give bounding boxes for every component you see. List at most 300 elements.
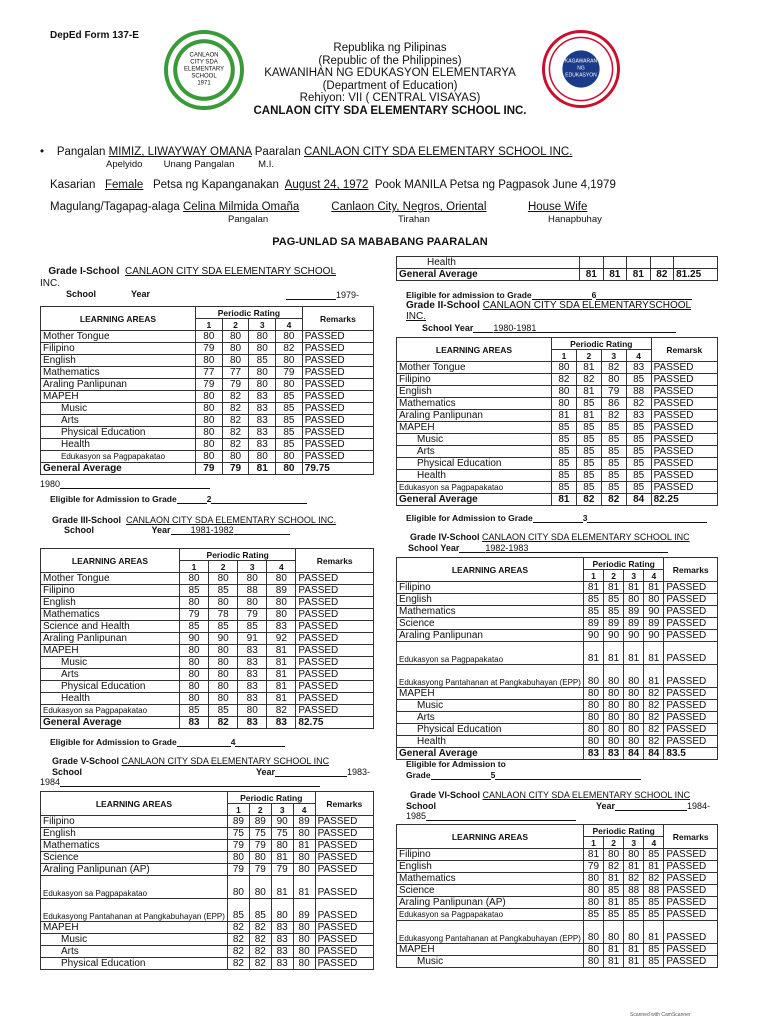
grade2-eligible-label: Eligible for Admission to Grade [406, 513, 533, 523]
rating-cell: 80 [276, 463, 303, 475]
rating-cell: 81 [267, 693, 296, 705]
header-remarks: Remarks [664, 558, 718, 582]
rating-cell: 80 [293, 958, 315, 970]
header-remarks: Remarks [296, 549, 374, 573]
rating-cell: 80 [180, 573, 209, 585]
rating-cell: 84 [644, 748, 664, 760]
header-q1: 1 [180, 561, 209, 573]
remarks-cell: PASSED [664, 849, 718, 861]
remarks-cell: PASSED [664, 594, 718, 606]
remarks-cell: PASSED [664, 956, 718, 968]
rating-cell: 77 [196, 367, 223, 379]
remarks-cell: PASSED [651, 410, 717, 422]
rating-cell: 85 [576, 482, 601, 494]
header-q1: 1 [227, 804, 249, 816]
table-row [41, 899, 374, 922]
remarks-cell: PASSED [302, 415, 373, 427]
rating-cell: 81 [267, 645, 296, 657]
header-periodic-rating: Periodic Rating [583, 558, 663, 570]
learning-area-cell: Science [41, 852, 228, 864]
rating-cell: 82 [222, 439, 249, 451]
rating-cell: 83 [249, 391, 276, 403]
rating-cell: 82 [644, 688, 664, 700]
table-row [397, 470, 718, 482]
rating-cell: 80 [267, 597, 296, 609]
rating-cell: 83 [249, 439, 276, 451]
rating-cell: 79 [222, 379, 249, 391]
remarks-cell: PASSED [651, 434, 717, 446]
table-row [41, 391, 374, 403]
grade2-inc [406, 311, 426, 322]
rating-cell: 81 [267, 681, 296, 693]
grade1-eligible [50, 494, 307, 504]
grade2-year-value: 1980-1981 [493, 323, 537, 333]
grade4-year-label: School Year [408, 543, 460, 553]
header-learning-areas: LEARNING AREAS [41, 307, 196, 331]
header-q1: 1 [196, 319, 223, 331]
rating-cell: 79 [249, 840, 271, 852]
learning-area-cell: Physical Education [41, 681, 180, 693]
remarks-cell: PASSED [664, 712, 718, 724]
rating-cell: 85 [644, 944, 664, 956]
rating-cell: 80 [249, 331, 276, 343]
grade2-eligible-value: 3 [582, 513, 588, 523]
header-periodic-rating: Periodic Rating [227, 792, 315, 804]
rating-cell: 89 [249, 816, 271, 828]
table-row [397, 606, 718, 618]
rating-cell: 80 [583, 873, 603, 885]
rating-cell: 81 [576, 410, 601, 422]
grade5-school-word: School [52, 767, 83, 777]
rating-cell: 82 [644, 700, 664, 712]
grade2-year-line [422, 323, 676, 333]
grade1-eligible-label: Eligible for Admission to Grade [50, 494, 177, 504]
remarks-cell: PASSED [651, 470, 717, 482]
remarks-cell: PASSED [296, 645, 374, 657]
rating-cell: 85 [626, 458, 651, 470]
rating-cell: 81 [627, 269, 651, 281]
learning-area-cell: MAPEH [41, 922, 228, 934]
rating-cell: 80 [209, 645, 238, 657]
rating-cell: 80 [276, 331, 303, 343]
rating-cell: 85 [276, 391, 303, 403]
rating-cell: 82 [601, 410, 626, 422]
remarks-cell: PASSED [315, 922, 373, 934]
sub-pangalan: Pangalan [228, 214, 269, 225]
table-row [397, 700, 718, 712]
rating-cell: 85 [624, 909, 644, 921]
learning-area-cell: Filipino [41, 343, 196, 355]
rating-cell: 80 [604, 700, 624, 712]
general-average-row [41, 463, 374, 475]
table-row [41, 427, 374, 439]
table-row [41, 657, 374, 669]
rating-cell: 79 [276, 367, 303, 379]
rating-cell: 79 [601, 386, 626, 398]
learning-area-cell: Edukasyon sa Pagpapakatao [41, 451, 196, 463]
rating-cell: 80 [238, 705, 267, 717]
learning-area-cell: Health [397, 470, 552, 482]
grade2-prev-eligible-value: 6 [591, 290, 597, 300]
rating-cell: 84 [624, 748, 644, 760]
table-row [41, 585, 374, 597]
grade2-label: Grade II-School [406, 300, 480, 311]
rating-cell: 80 [196, 355, 223, 367]
grade3-year-word: Year [151, 525, 171, 535]
grade5-year-line [52, 767, 82, 777]
grade3-eligible [50, 737, 285, 747]
table-row [397, 921, 718, 944]
header-q3: 3 [624, 570, 644, 582]
rating-cell: 81 [624, 944, 644, 956]
table-row [41, 573, 374, 585]
learning-area-cell: English [41, 828, 228, 840]
grade3-label: Grade III-School [52, 515, 122, 525]
remarks-cell: PASSED [315, 852, 373, 864]
rating-cell: 82 [222, 415, 249, 427]
grade5-table [40, 791, 374, 970]
remarks-cell: PASSED [296, 585, 374, 597]
remarks-cell: PASSED [664, 921, 718, 944]
table-row [397, 374, 718, 386]
student-birth-line [50, 179, 616, 191]
learning-area-cell: Physical Education [397, 724, 584, 736]
grade1-school: CANLAON CITY SDA ELEMENTARY SCHOOL [125, 266, 337, 277]
rating-cell: 78 [209, 609, 238, 621]
learning-area-cell: Mathematics [397, 873, 584, 885]
remarks-cell: PASSED [664, 885, 718, 897]
rating-cell: 81 [552, 494, 577, 506]
rating-cell: 82 [552, 374, 577, 386]
learning-area-cell: English [41, 355, 196, 367]
rating-cell: 82 [576, 374, 601, 386]
remarks-cell: PASSED [315, 828, 373, 840]
learning-area-cell: MAPEH [41, 645, 180, 657]
learning-area-cell: Edukasyon sa Pagpapakatao [41, 876, 228, 899]
guardian-line [50, 201, 587, 213]
grade2-prev-eligible [406, 290, 692, 300]
grade3-eligible-value: 4 [230, 737, 236, 747]
table-row [41, 645, 374, 657]
rating-cell: 79 [583, 861, 603, 873]
rating-cell: 75 [271, 828, 293, 840]
table-row [397, 897, 718, 909]
rating-cell: 80 [209, 681, 238, 693]
rating-cell: 85 [552, 458, 577, 470]
learning-area-cell: Mathematics [41, 840, 228, 852]
learning-area-cell: English [397, 386, 552, 398]
rating-cell: 81 [267, 669, 296, 681]
table-row [397, 909, 718, 921]
rating-cell: 85 [576, 446, 601, 458]
rating-cell: 90 [180, 633, 209, 645]
rating-cell: 85 [604, 909, 624, 921]
rating-cell: 81 [644, 921, 664, 944]
school-seal-text: CANLAON CITY SDA ELEMENTARY SCHOOL 1971 [183, 52, 225, 87]
rating-cell: 79 [196, 343, 223, 355]
table-row [41, 934, 374, 946]
remarks-cell: PASSED [302, 451, 373, 463]
rating-cell: 82 [644, 712, 664, 724]
remarks-cell: PASSED [651, 422, 717, 434]
header-q3: 3 [249, 319, 276, 331]
rating-cell: 85 [644, 956, 664, 968]
rating-cell: 88 [238, 585, 267, 597]
header-periodic-rating: Periodic Rating [196, 307, 303, 319]
tirahan-value: Canlaon City, Negros, Oriental [331, 201, 487, 213]
header-remarks: Remarks [315, 792, 373, 816]
remarks-cell: PASSED [302, 439, 373, 451]
rating-cell: 82 [626, 398, 651, 410]
header-q3: 3 [624, 837, 644, 849]
table-row [397, 458, 718, 470]
learning-area-cell: General Average [397, 748, 584, 760]
rating-cell: 80 [276, 379, 303, 391]
header-q2: 2 [209, 561, 238, 573]
rating-cell: 81 [604, 642, 624, 665]
rating-cell: 80 [604, 736, 624, 748]
header-line-4: (Department of Education) [322, 79, 458, 92]
table-row [397, 736, 718, 748]
general-average-row [397, 269, 718, 281]
rating-cell: 81 [624, 861, 644, 873]
rating-cell: 83 [238, 693, 267, 705]
learning-area-cell: MAPEH [397, 422, 552, 434]
rating-cell: 82 [644, 724, 664, 736]
paaralan-label: Paaralan [254, 146, 301, 158]
rating-cell: 80 [267, 609, 296, 621]
rating-cell: 88 [626, 386, 651, 398]
rating-cell: 81 [624, 642, 644, 665]
learning-area-cell: Mathematics [397, 606, 584, 618]
header-periodic-rating: Periodic Rating [180, 549, 296, 561]
header-line-5: Rehiyon: VII ( CENTRAL VISAYAS) [299, 92, 481, 104]
remarks-cell: PASSED [651, 362, 717, 374]
rating-cell: 81 [293, 840, 315, 852]
rating-cell: 79 [238, 609, 267, 621]
learning-area-cell: English [41, 597, 180, 609]
table-row [41, 669, 374, 681]
remarks-cell: PASSED [664, 724, 718, 736]
learning-area-cell: General Average [397, 269, 580, 281]
rating-cell: 81 [604, 956, 624, 968]
rating-cell: 82 [222, 403, 249, 415]
remarks-cell: PASSED [315, 816, 373, 828]
rating-cell: 90 [209, 633, 238, 645]
learning-area-cell: Physical Education [41, 958, 228, 970]
rating-cell: 80 [293, 922, 315, 934]
grade1-year-start-text: 1979- [336, 290, 360, 300]
remarks-cell: PASSED [664, 736, 718, 748]
rating-cell: 90 [604, 630, 624, 642]
rating-cell: 80 [624, 665, 644, 688]
grade5-year-end [40, 777, 320, 787]
rating-cell: 80 [624, 849, 644, 861]
rating-cell: 80 [249, 876, 271, 899]
rating-cell: 80 [552, 386, 577, 398]
learning-area-cell: Araling Panlipunan [397, 630, 584, 642]
rating-cell: 85 [249, 899, 271, 922]
rating-cell: 85 [552, 446, 577, 458]
rating-cell: 80 [196, 391, 223, 403]
rating-cell: 80 [227, 852, 249, 864]
bullet: • [40, 146, 45, 158]
rating-cell: 82 [644, 736, 664, 748]
rating-cell: 83 [271, 946, 293, 958]
table-row [41, 439, 374, 451]
rating-cell: 82 [576, 494, 601, 506]
rating-cell: 92 [267, 633, 296, 645]
grade6-table [396, 824, 718, 968]
rating-cell: 82 [267, 705, 296, 717]
grade3-eligible-label: Eligible for Admission to Grade [50, 737, 177, 747]
rating-cell: 80 [180, 597, 209, 609]
learning-area-cell: Araling Panlipunan (AP) [397, 897, 584, 909]
remarks-cell: PASSED [302, 427, 373, 439]
table-row [41, 922, 374, 934]
grade1-heading [40, 266, 336, 277]
table-row [397, 482, 718, 494]
learning-area-cell: Physical Education [41, 427, 196, 439]
rating-cell: 85 [227, 899, 249, 922]
remarks-cell: PASSED [302, 391, 373, 403]
rating-cell: 80 [583, 712, 603, 724]
rating-cell: 80 [196, 439, 223, 451]
rating-cell: 80 [624, 700, 644, 712]
rating-cell: 85 [644, 897, 664, 909]
grade5-year-word: Year [256, 767, 276, 777]
rating-cell: 83 [238, 645, 267, 657]
rating-cell: 89 [267, 585, 296, 597]
rating-cell: 81 [603, 269, 627, 281]
grade6-year [596, 801, 710, 811]
rating-cell: 79 [227, 840, 249, 852]
remarks-cell: PASSED [664, 688, 718, 700]
sub-mi: M.I. [258, 159, 274, 170]
rating-cell: 81 [552, 410, 577, 422]
header-q2: 2 [249, 804, 271, 816]
rating-cell: 80 [271, 840, 293, 852]
rating-cell: 80 [249, 367, 276, 379]
remarks-cell: PASSED [296, 573, 374, 585]
rating-cell: 88 [624, 885, 644, 897]
petsa-value: August 24, 1972 [284, 179, 369, 191]
scanner-footer: Scanned with CamScanner [630, 1012, 691, 1018]
table-row [397, 873, 718, 885]
rating-cell: 85 [626, 434, 651, 446]
header-learning-areas: LEARNING AREAS [397, 558, 584, 582]
rating-cell: 90 [644, 630, 664, 642]
rating-cell: 85 [209, 585, 238, 597]
rating-cell: 80 [276, 451, 303, 463]
rating-cell: 85 [276, 439, 303, 451]
rating-cell: 79 [180, 609, 209, 621]
remarks-cell: PASSED [651, 446, 717, 458]
grade1-table [40, 306, 374, 475]
rating-cell: 81 [583, 849, 603, 861]
remarks-cell: PASSED [315, 946, 373, 958]
rating-cell: 80 [604, 921, 624, 944]
rating-cell: 80 [271, 899, 293, 922]
learning-area-cell: Music [41, 657, 180, 669]
grade4-eligible [406, 759, 506, 769]
rating-cell: 81 [604, 873, 624, 885]
grade1-inc: INC. [40, 278, 60, 289]
general-average-row [397, 494, 718, 506]
remarks-cell: PASSED [664, 606, 718, 618]
rating-cell: 80 [209, 573, 238, 585]
grade5-year-start: 1983- [347, 767, 371, 777]
table-row [41, 633, 374, 645]
rating-cell: 85 [209, 705, 238, 717]
learning-area-cell: General Average [41, 717, 180, 729]
grade2-prev-eligible-label: Eligible for admission to Grade [406, 290, 532, 300]
rating-cell: 88 [644, 885, 664, 897]
rating-cell: 80 [552, 362, 577, 374]
remarks-cell: PASSED [664, 642, 718, 665]
rating-cell: 91 [238, 633, 267, 645]
rating-cell: 83 [249, 415, 276, 427]
rating-cell: 81 [644, 861, 664, 873]
name-sub-labels [106, 159, 274, 170]
general-average-row [41, 717, 374, 729]
rating-cell: 80 [222, 331, 249, 343]
sub-tirahan: Tirahan [398, 214, 430, 225]
rating-cell: 80 [293, 934, 315, 946]
learning-area-cell: Music [397, 956, 584, 968]
grade5-year [256, 767, 370, 777]
student-name-line [40, 146, 572, 158]
table-row [397, 956, 718, 968]
rating-cell: 90 [644, 606, 664, 618]
table-row [397, 861, 718, 873]
rating-cell: 81 [576, 362, 601, 374]
rating-cell: 81 [624, 956, 644, 968]
table-row [397, 849, 718, 861]
rating-cell: 82 [249, 922, 271, 934]
remarks-cell: 81.25 [674, 269, 718, 281]
rating-cell: 85 [180, 621, 209, 633]
header-periodic-rating: Periodic Rating [583, 825, 663, 837]
learning-area-cell: Edukasyon sa Pagpapakatao [397, 482, 552, 494]
grade4-heading [410, 532, 690, 542]
header-learning-areas: LEARNING AREAS [41, 792, 228, 816]
rating-cell: 82 [276, 343, 303, 355]
rating-cell: 84 [626, 494, 651, 506]
student-name-value: MIMIZ, LIWAYWAY OMANA [108, 146, 252, 158]
hanapbuhay-value: House Wife [527, 201, 588, 213]
learning-area-cell: MAPEH [397, 688, 584, 700]
table-row [41, 367, 374, 379]
rating-cell: 85 [601, 446, 626, 458]
rating-cell: 85 [583, 594, 603, 606]
rating-cell: 80 [238, 597, 267, 609]
grade3-year-value: 1981-1982 [190, 525, 234, 535]
rating-cell: 83 [180, 717, 209, 729]
remarks-cell: PASSED [296, 657, 374, 669]
remarks-cell: PASSED [302, 403, 373, 415]
rating-cell: 80 [583, 724, 603, 736]
remarks-cell: PASSED [315, 958, 373, 970]
remarks-cell: PASSED [302, 367, 373, 379]
header-q3: 3 [601, 350, 626, 362]
header-remarks: Remarks [302, 307, 373, 331]
rating-cell: 89 [644, 618, 664, 630]
table-row [397, 642, 718, 665]
table-row [397, 410, 718, 422]
header-q3: 3 [271, 804, 293, 816]
grade4-eligible-grade: Grade [406, 770, 431, 780]
